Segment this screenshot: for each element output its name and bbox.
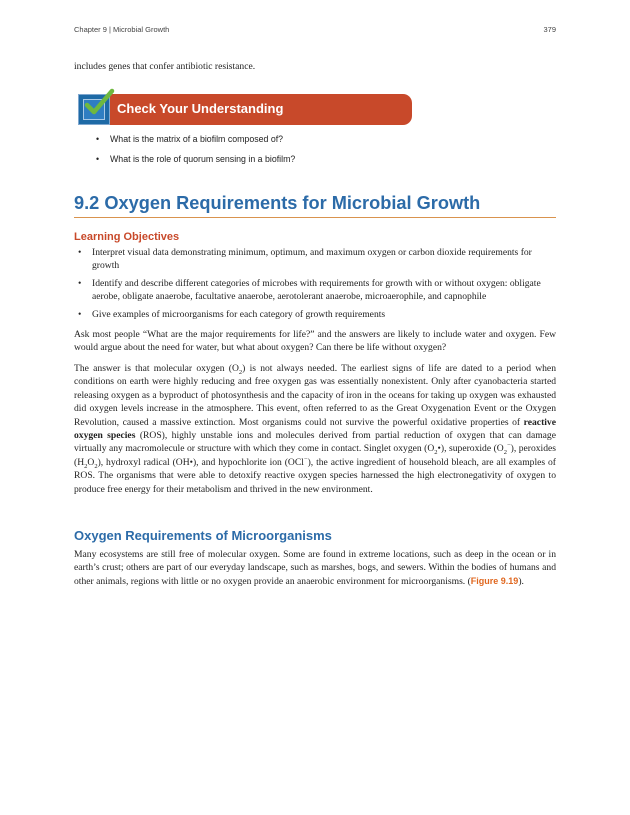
superoxide-formula: $(O_2^-)$, [493,442,517,457]
section-title: 9.2 Oxygen Requirements for Microbial Growth [74,193,481,213]
learning-objectives-heading: Learning Objectives [74,231,180,243]
page-header [74,25,556,34]
check-understanding-list [96,134,516,174]
figure-link[interactable]: Figure 9.19 [470,575,519,586]
list-item: • What is the role of quorum sensing in a biofilm? [96,154,516,165]
page-number: 379 [543,25,556,34]
paragraph-oxygen-history: The answer is that molecular oxygen $(O_2)$ is not always needed. The earliest signs of life are dated to a period when conditions on earth were highly reducing and free oxygen gas was essentially nonexistent. Only after cyanobacteria started releasing oxygen as a byproduct of photosynthesis and the capacity of iron in the oceans for taking up oxygen was exhausted did oxygen levels increase in the atmosphere. This event, often referred to as the Great Oxygenation Event or the Oxygen Revolution, caused a massive extinction. Most organisms could not survive the powerful oxidative properties of reactive oxygen species (ROS), highly unstable ions and molecules derived from partial reduction of oxygen that can damage virtually any macromolecule or structure with which they come in contact. Singlet oxygen $(O_2•)$, superoxide $(O_2^-)$, peroxides $(H_2O_2)$, hydroxyl radical (OH•), and hypochlorite ion (OCl−), the active ingredient of household bleach, are all examples of ROS. The organisms that were able to detoxify reactive oxygen species harnessed the high electronegativity of oxygen to produce free energy for their metabolism and thrived in the new environment. [74,363,557,495]
paragraph-ecosystems: Many ecosystems are still free of molecular oxygen. Some are found in extreme locations, such as deep in the ocean or in earth’s crust; others are part of our everyday landscape, such as marshes, bogs, and sewers. Within the bodies of humans and other animals, regions with little or no oxygen provide an anaerobic environment for microorganisms. (Figure 9.19). [74,549,556,587]
paragraph: Ask most people “What are the major requirements for life?” and the answers are likely to include water and oxygen. Few would argue about the need for water, but what about oxygen? Can there be life without oxygen? [74,329,556,354]
list-item: • Interpret visual data demonstrating minimum, optimum, and maximum oxygen or carbon dioxide requirements for growth [78,246,556,272]
intro-text: includes genes that confer antibiotic resistance. [74,61,256,72]
check-understanding-title: Check Your Understanding [117,101,284,116]
chapter-title: Chapter 9 | Microbial Growth [74,25,170,34]
subsection-title: Oxygen Requirements of Microorganisms [74,528,332,543]
section-divider [74,217,556,218]
check-understanding-banner [78,94,412,126]
list-item: • Identify and describe different categories of microbes with requirements for growth with or without oxygen: obligate aerobe, obligate anaerobe, facultative anaerobe, aerotolerant anaerobe, microaerophile, and capnophile [78,277,556,303]
learning-objectives-list [78,246,556,326]
key-term: reactive oxygen species [74,416,556,442]
check-box-icon [78,94,110,125]
list-item: • What is the matrix of a biofilm composed of? [96,134,516,145]
list-item: • Give examples of microorganisms for each category of growth requirements [78,308,556,321]
